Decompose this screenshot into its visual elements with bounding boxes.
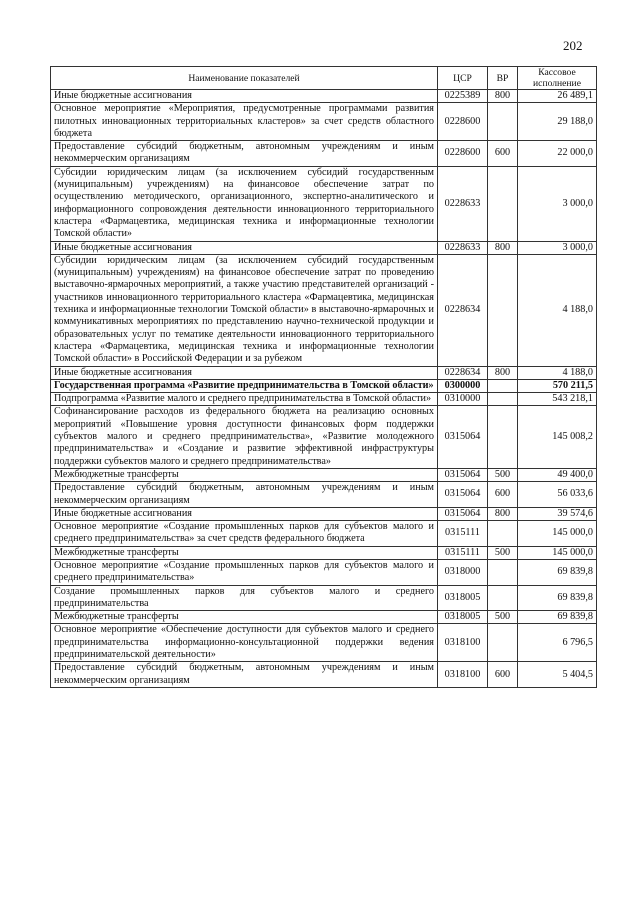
cell-name: Иные бюджетные ассигнования xyxy=(51,241,438,254)
cell-name: Основное мероприятие «Создание промышленных парков для субъектов малого и среднего предпринимательства» xyxy=(51,559,438,585)
cell-vr: 800 xyxy=(488,90,518,103)
cell-name: Предоставление субсидий бюджетным, автономным учреждениям и иным некоммерческим организациям xyxy=(51,482,438,508)
cell-csr: 0315111 xyxy=(438,521,488,547)
cell-vr xyxy=(488,103,518,141)
cell-sum: 29 188,0 xyxy=(518,103,597,141)
cell-csr: 0315064 xyxy=(438,406,488,468)
cell-csr: 0228633 xyxy=(438,166,488,241)
table-row xyxy=(51,468,597,481)
cell-name: Софинансирование расходов из федерального бюджета на реализацию основных мероприятий «Повышение уровня доступности финансовых форм поддержки субъектов малого и среднего предпринимательства», «Развитие молодежного предпринимательства» и «Создание и развитие эффективной инфраструктуры поддержки субъектов малого и среднего предпринимательства» xyxy=(51,406,438,468)
cell-sum: 39 574,6 xyxy=(518,507,597,520)
budget-table xyxy=(50,66,597,688)
cell-vr xyxy=(488,521,518,547)
cell-csr: 0315064 xyxy=(438,482,488,508)
cell-sum: 69 839,8 xyxy=(518,585,597,611)
cell-csr: 0318000 xyxy=(438,559,488,585)
table-row xyxy=(51,254,597,366)
cell-sum: 4 188,0 xyxy=(518,254,597,366)
cell-vr xyxy=(488,624,518,662)
cell-sum: 49 400,0 xyxy=(518,468,597,481)
cell-vr: 600 xyxy=(488,482,518,508)
cell-csr: 0300000 xyxy=(438,379,488,392)
cell-csr: 0228633 xyxy=(438,241,488,254)
cell-vr: 500 xyxy=(488,546,518,559)
cell-vr: 800 xyxy=(488,366,518,379)
table-row xyxy=(51,241,597,254)
table-row xyxy=(51,406,597,468)
cell-name: Создание промышленных парков для субъектов малого и среднего предпринимательства xyxy=(51,585,438,611)
header-vr: ВР xyxy=(488,67,518,90)
cell-name: Иные бюджетные ассигнования xyxy=(51,366,438,379)
cell-name: Основное мероприятие «Мероприятия, предусмотренные программами развития пилотных инновационных территориальных кластеров» за счет средств областного бюджета xyxy=(51,103,438,141)
cell-name: Государственная программа «Развитие предпринимательства в Томской области» xyxy=(51,379,438,392)
cell-vr xyxy=(488,559,518,585)
cell-csr: 0318100 xyxy=(438,624,488,662)
cell-csr: 0228634 xyxy=(438,366,488,379)
cell-csr: 0228634 xyxy=(438,254,488,366)
cell-csr: 0315111 xyxy=(438,546,488,559)
table-row xyxy=(51,546,597,559)
cell-sum: 145 000,0 xyxy=(518,521,597,547)
cell-vr: 800 xyxy=(488,241,518,254)
table-row xyxy=(51,379,597,392)
cell-vr: 600 xyxy=(488,141,518,167)
table-row xyxy=(51,521,597,547)
cell-name: Основное мероприятие «Создание промышленных парков для субъектов малого и среднего предпринимательства» за счет средств федерального бюджета xyxy=(51,521,438,547)
header-csr: ЦСР xyxy=(438,67,488,90)
header-name: Наименование показателей xyxy=(51,67,438,90)
cell-sum: 3 000,0 xyxy=(518,166,597,241)
cell-csr: 0310000 xyxy=(438,393,488,406)
table-row xyxy=(51,141,597,167)
table-row xyxy=(51,662,597,688)
cell-sum: 6 796,5 xyxy=(518,624,597,662)
cell-name: Предоставление субсидий бюджетным, автономным учреждениям и иным некоммерческим организациям xyxy=(51,662,438,688)
table-row xyxy=(51,611,597,624)
cell-csr: 0228600 xyxy=(438,103,488,141)
cell-sum: 145 008,2 xyxy=(518,406,597,468)
cell-name: Межбюджетные трансферты xyxy=(51,546,438,559)
cell-sum: 69 839,8 xyxy=(518,611,597,624)
cell-name: Предоставление субсидий бюджетным, автономным учреждениям и иным некоммерческим организациям xyxy=(51,141,438,167)
cell-sum: 145 000,0 xyxy=(518,546,597,559)
table-row xyxy=(51,585,597,611)
cell-sum: 56 033,6 xyxy=(518,482,597,508)
cell-name: Подпрограмма «Развитие малого и среднего предпринимательства в Томской области» xyxy=(51,393,438,406)
page-number: 202 xyxy=(563,38,583,53)
cell-csr: 0318005 xyxy=(438,611,488,624)
cell-sum: 5 404,5 xyxy=(518,662,597,688)
cell-csr: 0318005 xyxy=(438,585,488,611)
cell-vr: 500 xyxy=(488,611,518,624)
header-sum: Кассовое исполнение xyxy=(518,67,597,90)
cell-vr xyxy=(488,406,518,468)
cell-csr: 0318100 xyxy=(438,662,488,688)
cell-name: Межбюджетные трансферты xyxy=(51,468,438,481)
cell-vr xyxy=(488,166,518,241)
table-row xyxy=(51,366,597,379)
cell-csr: 0315064 xyxy=(438,507,488,520)
cell-sum: 543 218,1 xyxy=(518,393,597,406)
cell-vr xyxy=(488,379,518,392)
table-row xyxy=(51,103,597,141)
cell-sum: 69 839,8 xyxy=(518,559,597,585)
table-row xyxy=(51,624,597,662)
table-row xyxy=(51,166,597,241)
cell-vr: 600 xyxy=(488,662,518,688)
cell-sum: 4 188,0 xyxy=(518,366,597,379)
cell-csr: 0225389 xyxy=(438,90,488,103)
cell-vr: 500 xyxy=(488,468,518,481)
table-row xyxy=(51,559,597,585)
cell-name: Субсидии юридическим лицам (за исключением субсидий государственным (муниципальным) учреждениям) на финансовое обеспечение затрат по проведению выставочно-ярмарочных мероприятий, а также участию представителей организаций - участников инновационного территориального кластера «Фармацевтика, медицинская техника и информационные технологии Томской области» в выставочно-ярмарочных и коммуникативных мероприятиях по представлению научно-технической продукции и образовательных услуг по тематике деятельности инновационного территориального кластера «Фармацевтика, медицинская техника и информационные технологии Томской области» в Российской Федерации и за рубежом xyxy=(51,254,438,366)
table-row xyxy=(51,90,597,103)
cell-csr: 0228600 xyxy=(438,141,488,167)
cell-sum: 3 000,0 xyxy=(518,241,597,254)
cell-sum: 26 489,1 xyxy=(518,90,597,103)
cell-csr: 0315064 xyxy=(438,468,488,481)
table-row xyxy=(51,393,597,406)
cell-sum: 570 211,5 xyxy=(518,379,597,392)
table-row xyxy=(51,482,597,508)
cell-vr xyxy=(488,585,518,611)
cell-vr: 800 xyxy=(488,507,518,520)
cell-vr xyxy=(488,393,518,406)
cell-vr xyxy=(488,254,518,366)
table-header-row xyxy=(51,67,597,90)
cell-name: Иные бюджетные ассигнования xyxy=(51,90,438,103)
cell-name: Межбюджетные трансферты xyxy=(51,611,438,624)
cell-name: Иные бюджетные ассигнования xyxy=(51,507,438,520)
table-row xyxy=(51,507,597,520)
cell-name: Субсидии юридическим лицам (за исключением субсидий государственным (муниципальным) учреждениям) на финансовое обеспечение затрат по осуществлению методического, организационного, экспертно-аналитического и информационного сопровождения деятельности инновационного территориального кластера «Фармацевтика, медицинская техника и информационные технологии Томской области» xyxy=(51,166,438,241)
cell-name: Основное мероприятие «Обеспечение доступности для субъектов малого и среднего предпринимательства информационно-консультационной поддержки ведения предпринимательской деятельности» xyxy=(51,624,438,662)
cell-sum: 22 000,0 xyxy=(518,141,597,167)
table-body xyxy=(51,90,597,688)
